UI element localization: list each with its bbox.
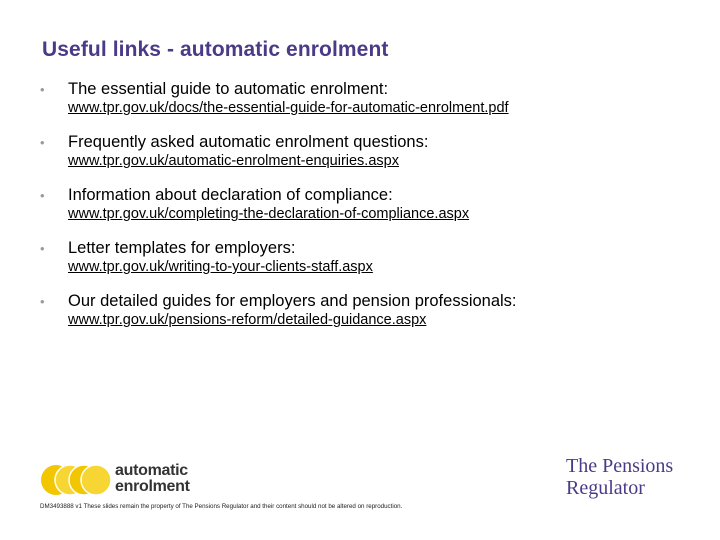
logo-text-line2: enrolment (115, 478, 190, 495)
footer-disclaimer: DM3493888 v1 These slides remain the property of The Pensions Regulator and their content should not be altered on reproduction. (40, 503, 403, 510)
circles-logo-icon (40, 462, 112, 498)
logo-text-line1: automatic (115, 462, 188, 479)
bullet: • (40, 241, 45, 256)
link-url[interactable]: www.tpr.gov.uk/writing-to-your-clients-staff.aspx (68, 259, 373, 275)
link-url[interactable]: www.tpr.gov.uk/docs/the-essential-guide-for-automatic-enrolment.pdf (68, 100, 509, 116)
list-item (40, 132, 700, 171)
link-url[interactable]: www.tpr.gov.uk/completing-the-declaration-of-compliance.aspx (68, 206, 470, 222)
automatic-enrolment-logo (40, 462, 210, 498)
bullet: • (40, 294, 45, 309)
link-description: The essential guide to automatic enrolment: (68, 80, 389, 98)
link-description: Letter templates for employers: (68, 239, 296, 257)
link-description: Frequently asked automatic enrolment questions: (68, 133, 429, 151)
list-item (40, 185, 700, 224)
link-description: Our detailed guides for employers and pension professionals: (68, 292, 517, 310)
link-url[interactable]: www.tpr.gov.uk/automatic-enrolment-enquiries.aspx (68, 153, 399, 169)
list-item (40, 79, 700, 118)
bullet: • (40, 135, 45, 150)
bullet: • (40, 82, 45, 97)
logo-text-line2: Regulator (566, 477, 645, 499)
list-item (40, 238, 700, 277)
links-list (40, 79, 700, 344)
page-title: Useful links - automatic enrolment (42, 38, 389, 61)
logo-text-line1: The Pensions (566, 455, 674, 477)
link-url[interactable]: www.tpr.gov.uk/pensions-reform/detailed-guidance.aspx (68, 312, 427, 328)
link-description: Information about declaration of compliance: (68, 186, 393, 204)
list-item (40, 291, 700, 330)
pensions-regulator-logo (566, 455, 673, 499)
bullet: • (40, 188, 45, 203)
